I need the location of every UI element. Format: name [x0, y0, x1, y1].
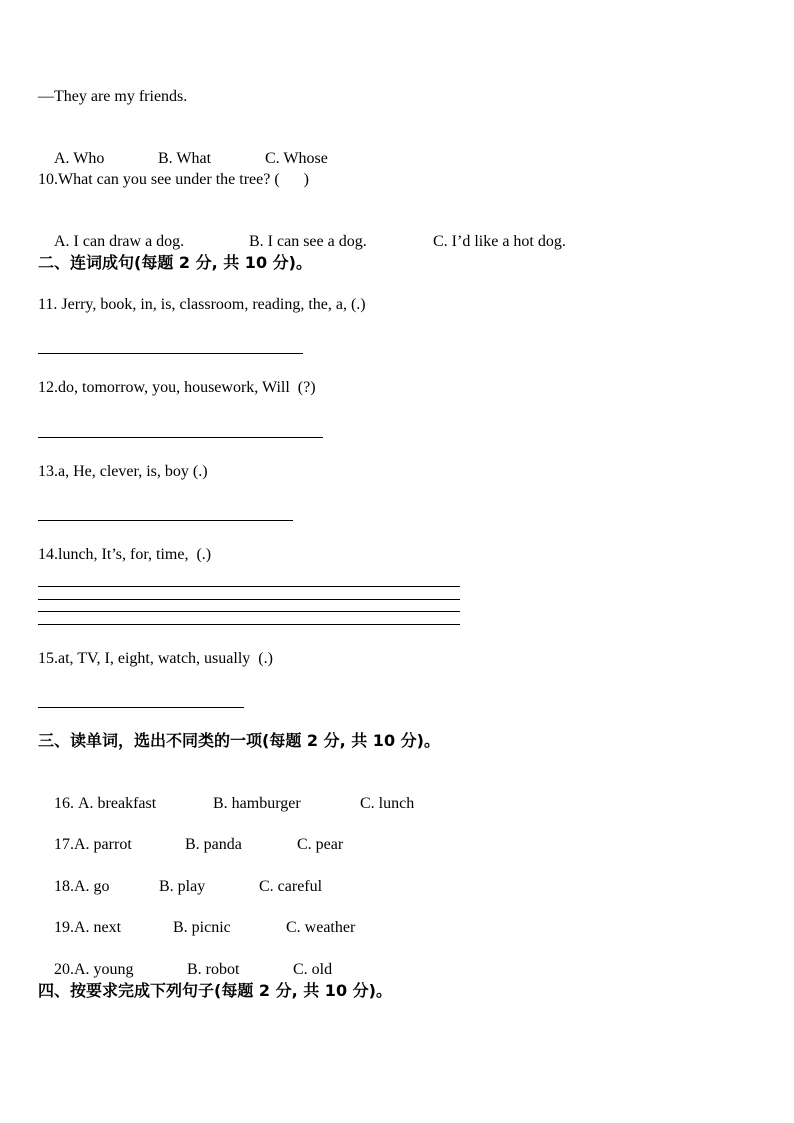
q17-number: 17.	[54, 836, 74, 853]
q18-option-b: B. play	[159, 878, 206, 895]
q19-option-c: C. weather	[286, 919, 356, 936]
section-2-heading: 二、连词成句(每题 2 分, 共 10 分)。	[38, 253, 312, 272]
q19-option-a: A. next	[74, 919, 122, 936]
q14-answer-line-1[interactable]	[38, 586, 460, 587]
q10-option-a: A. I can draw a dog.	[54, 233, 185, 250]
q12-answer-line[interactable]	[38, 437, 323, 438]
q19-number: 19.	[54, 919, 74, 936]
q14-text: 14.lunch, It’s, for, time, (.)	[38, 546, 212, 563]
q11-answer-line[interactable]	[38, 353, 303, 354]
q10-stem: 10.What can you see under the tree? ( )	[38, 171, 309, 188]
section-3-heading: 三、读单词，选出不同类的一项(每题 2 分, 共 10 分)。	[38, 731, 440, 750]
q16-option-a: A. breakfast	[78, 795, 157, 812]
q18-number: 18.	[54, 878, 74, 895]
q20-option-a: A. young	[74, 961, 134, 978]
q14-answer-line-2[interactable]	[38, 599, 460, 600]
q20-option-b: B. robot	[187, 961, 240, 978]
q19-option-b: B. picnic	[173, 919, 231, 936]
q9-option-c: C. Whose	[265, 150, 328, 167]
q18-option-c: C. careful	[259, 878, 323, 895]
q20-option-c: C. old	[293, 961, 333, 978]
q16-option-b: B. hamburger	[213, 795, 301, 812]
q14-answer-line-4[interactable]	[38, 624, 460, 625]
q11-text: 11. Jerry, book, in, is, classroom, reading, the, a, (.)	[38, 296, 366, 313]
q9-option-b: B. What	[158, 150, 212, 167]
q13-answer-line[interactable]	[38, 520, 293, 521]
section-4-heading: 四、按要求完成下列句子(每题 2 分, 共 10 分)。	[38, 981, 392, 1000]
q17-option-a: A. parrot	[74, 836, 132, 853]
q13-text: 13.a, He, clever, is, boy (.)	[38, 463, 208, 480]
q15-answer-line[interactable]	[38, 707, 244, 708]
q16-option-c: C. lunch	[360, 795, 415, 812]
q10-option-b: B. I can see a dog.	[249, 233, 367, 250]
q17-option-b: B. panda	[185, 836, 242, 853]
q15-text: 15.at, TV, I, eight, watch, usually (.)	[38, 650, 273, 667]
q12-text: 12.do, tomorrow, you, housework, Will (?)	[38, 379, 316, 396]
q20-number: 20.	[54, 961, 74, 978]
dialog-answer: —They are my friends.	[38, 88, 188, 105]
q17-option-c: C. pear	[297, 836, 344, 853]
q10-option-c: C. I’d like a hot dog.	[433, 233, 566, 250]
q18-option-a: A. go	[74, 878, 110, 895]
q9-option-a: A. Who	[54, 150, 105, 167]
q16-number: 16.	[54, 795, 78, 812]
q14-answer-line-3[interactable]	[38, 611, 460, 612]
